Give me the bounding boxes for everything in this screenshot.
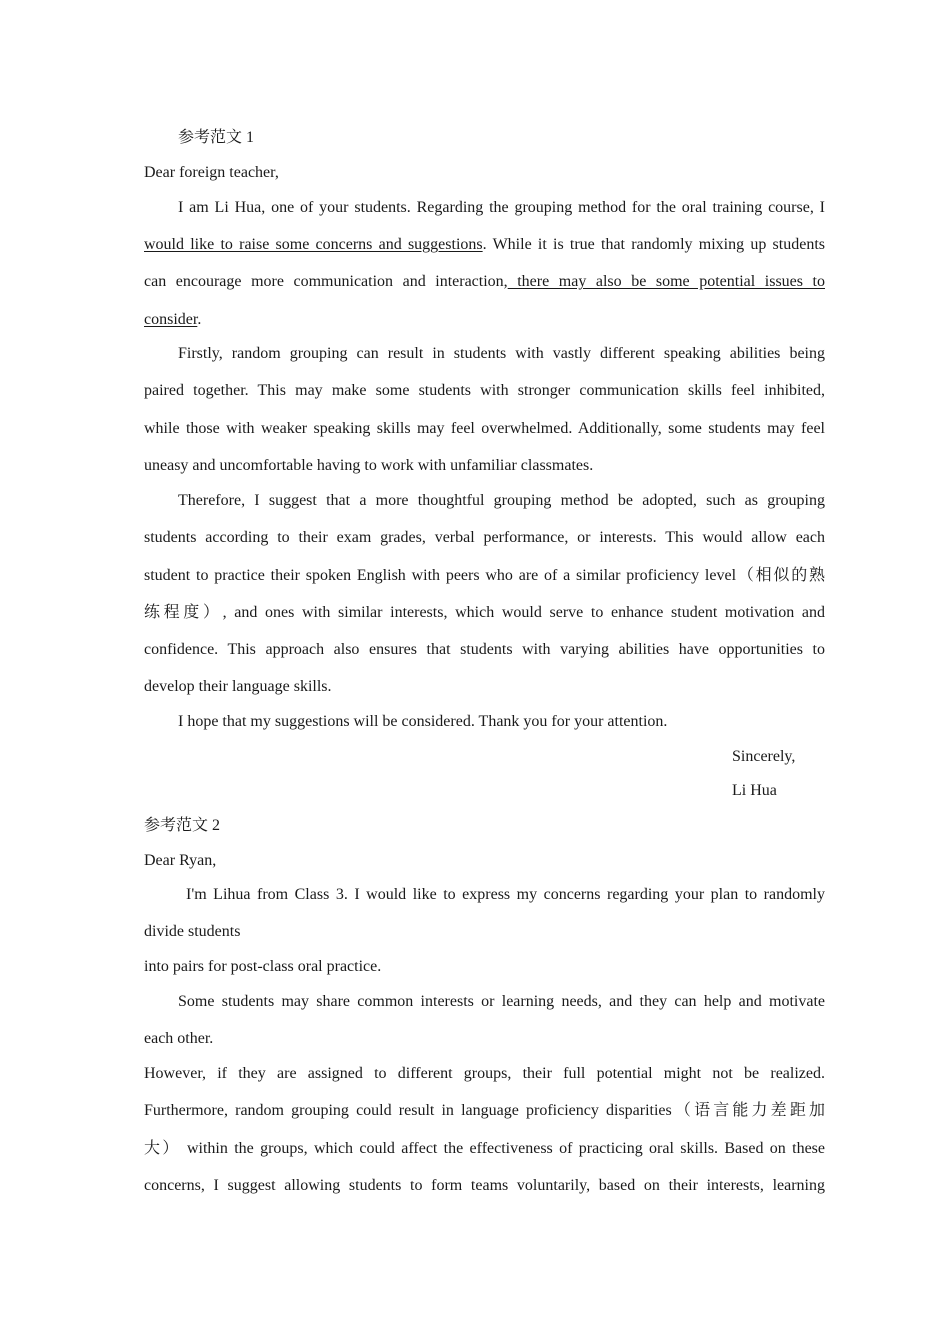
essay1-p1-line3-plain: can encourage more communication and interaction, — [144, 273, 508, 290]
essay1-p3-line2: students according to their exam grades, verbal performance, or interests. This would allow each — [144, 529, 825, 546]
essay1-p2-line3: while those with weaker speaking skills may feel overwhelmed. Additionally, some students may feel — [144, 420, 825, 437]
essay1-signature: Li Hua — [732, 782, 777, 799]
essay1-p1-line1: I am Li Hua, one of your students. Regarding the grouping method for the oral training course, I — [178, 199, 825, 216]
essay1-p2-line2: paired together. This may make some students with stronger communication skills feel inhibited, — [144, 382, 825, 399]
essay1-underlined-phrase-1: would like to raise some concerns and suggestions — [144, 236, 483, 253]
essay1-underlined-phrase-3: consider — [144, 311, 198, 328]
essay2-p2-line2: each other. — [144, 1030, 214, 1047]
essay1-p2-line4: uneasy and uncomfortable having to work with unfamiliar classmates. — [144, 457, 594, 474]
essay1-heading: 参考范文 1 — [178, 129, 255, 146]
essay2-p1-line3: into pairs for post-class oral practice. — [144, 958, 382, 975]
essay1-p1-line3 — [144, 272, 825, 292]
essay1-p3-line5: confidence. This approach also ensures that students with varying abilities have opportunities to — [144, 641, 825, 658]
essay1-p1-line2 — [144, 235, 825, 255]
essay1-p3-line3: student to practice their spoken English with peers who are of a similar proficiency level（相似的熟 — [144, 567, 825, 584]
essay1-p3-line6: develop their language skills. — [144, 678, 332, 695]
essay1-p4: I hope that my suggestions will be considered. Thank you for your attention. — [178, 713, 668, 730]
essay1-p1-line4 — [144, 310, 825, 330]
essay1-p3-line1: Therefore, I suggest that a more thoughtful grouping method be adopted, such as grouping — [178, 492, 825, 509]
essay2-p2-line3: However, if they are assigned to different groups, their full potential might not be realized. — [144, 1065, 825, 1082]
essay2-p2-line6: concerns, I suggest allowing students to form teams voluntarily, based on their interests, learning — [144, 1177, 825, 1194]
essay2-p2-line1: Some students may share common interests or learning needs, and they can help and motivate — [178, 993, 825, 1010]
essay1-underlined-phrase-2: there may also be some potential issues to — [507, 273, 825, 290]
essay1-closing: Sincerely, — [732, 748, 796, 765]
essay1-salutation: Dear foreign teacher, — [144, 164, 279, 181]
essay2-p1-line2: divide students — [144, 923, 241, 940]
essay1-p3-line4: 练程度）, and ones with similar interests, which would serve to enhance student motivation and — [144, 604, 825, 621]
essay2-p2-line5: 大） within the groups, which could affect the effectiveness of practicing oral skills. Based on these — [144, 1140, 825, 1157]
essay1-p2-line1: Firstly, random grouping can result in students with vastly different speaking abilities being — [178, 345, 825, 362]
essay1-p1-line4-rest: . — [197, 311, 202, 328]
essay1-p1-line2-rest: . While it is true that randomly mixing up students — [482, 236, 826, 253]
essay2-p2-line4: Furthermore, random grouping could result in language proficiency disparities（语言能力差距加 — [144, 1102, 825, 1119]
essay2-p1-line1: I'm Lihua from Class 3. I would like to express my concerns regarding your plan to randomly — [186, 886, 825, 903]
essay2-salutation: Dear Ryan, — [144, 852, 217, 869]
essay2-heading: 参考范文 2 — [144, 817, 221, 834]
